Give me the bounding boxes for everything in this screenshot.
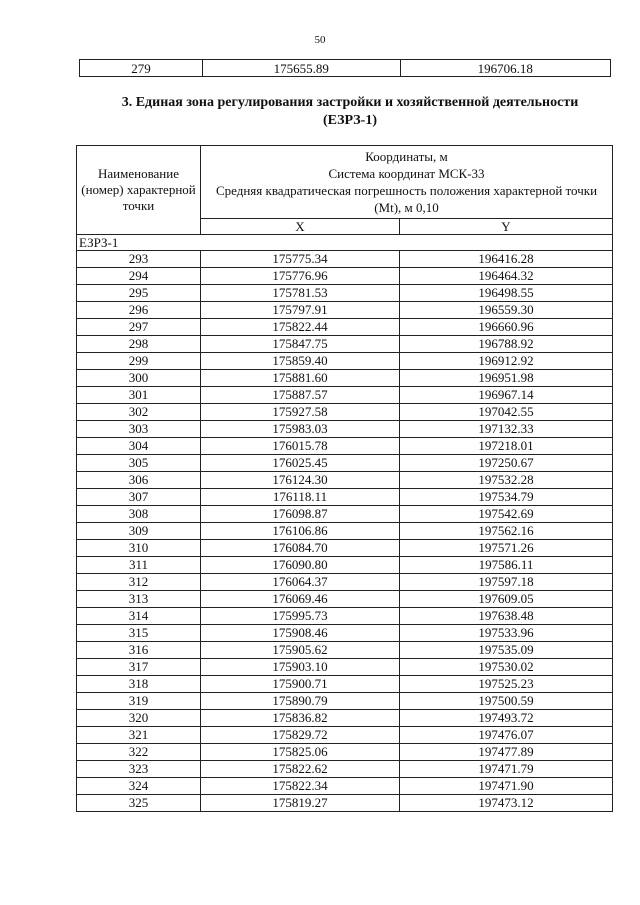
x-cell: 175776.96 bbox=[201, 268, 400, 285]
x-cell: 175822.44 bbox=[201, 319, 400, 336]
point-name-cell: 322 bbox=[77, 744, 201, 761]
y-cell: 196912.92 bbox=[400, 353, 613, 370]
table-row bbox=[77, 557, 613, 574]
x-cell: 175927.58 bbox=[201, 404, 400, 421]
point-name-cell: 298 bbox=[77, 336, 201, 353]
y-cell: 196498.55 bbox=[400, 285, 613, 302]
table-row bbox=[77, 302, 613, 319]
x-cell: 175908.46 bbox=[201, 625, 400, 642]
table-row bbox=[77, 659, 613, 676]
x-cell: 176084.70 bbox=[201, 540, 400, 557]
x-cell: 176106.86 bbox=[201, 523, 400, 540]
table-row bbox=[77, 523, 613, 540]
y-cell: 197493.72 bbox=[400, 710, 613, 727]
point-name-cell: 299 bbox=[77, 353, 201, 370]
table-row bbox=[77, 625, 613, 642]
header-y: Y bbox=[400, 219, 613, 235]
y-cell: 196464.32 bbox=[400, 268, 613, 285]
y-cell: 197586.11 bbox=[400, 557, 613, 574]
y-cell: 196951.98 bbox=[400, 370, 613, 387]
y-cell: 197534.79 bbox=[400, 489, 613, 506]
y-cell: 197476.07 bbox=[400, 727, 613, 744]
x-cell: 176090.80 bbox=[201, 557, 400, 574]
x-cell: 175781.53 bbox=[201, 285, 400, 302]
table-row bbox=[77, 608, 613, 625]
point-name-cell: 302 bbox=[77, 404, 201, 421]
page-number: 50 bbox=[314, 34, 326, 46]
point-name-cell: 309 bbox=[77, 523, 201, 540]
section-title-line2: (ЕЗРЗ-1) bbox=[323, 113, 377, 128]
y-cell: 197562.16 bbox=[400, 523, 613, 540]
y-cell: 197471.79 bbox=[400, 761, 613, 778]
point-name-cell: 316 bbox=[77, 642, 201, 659]
table-row bbox=[80, 60, 611, 77]
x-cell: 176025.45 bbox=[201, 455, 400, 472]
table-row bbox=[77, 336, 613, 353]
x-cell: 176124.30 bbox=[201, 472, 400, 489]
table-row bbox=[77, 319, 613, 336]
y-cell: 197542.69 bbox=[400, 506, 613, 523]
x-cell: 175881.60 bbox=[201, 370, 400, 387]
point-name-cell: 314 bbox=[77, 608, 201, 625]
table-row bbox=[77, 438, 613, 455]
point-name-cell: 324 bbox=[77, 778, 201, 795]
y-cell: 196559.30 bbox=[400, 302, 613, 319]
point-name-cell: 319 bbox=[77, 693, 201, 710]
table-row bbox=[77, 778, 613, 795]
y-cell: 197525.23 bbox=[400, 676, 613, 693]
y-cell: 197597.18 bbox=[400, 574, 613, 591]
point-name-cell: 300 bbox=[77, 370, 201, 387]
y-cell: 197132.33 bbox=[400, 421, 613, 438]
y-cell: 197471.90 bbox=[400, 778, 613, 795]
x-cell: 175847.75 bbox=[201, 336, 400, 353]
table-row bbox=[77, 574, 613, 591]
y-cell: 197250.67 bbox=[400, 455, 613, 472]
y-cell: 197638.48 bbox=[400, 608, 613, 625]
x-cell: 175903.10 bbox=[201, 659, 400, 676]
y-cell: 196660.96 bbox=[400, 319, 613, 336]
x-cell: 175655.89 bbox=[202, 60, 400, 77]
header-coords-accuracy: Средняя квадратическая погрешность положения характерной точки (Mt), м 0,10 bbox=[215, 183, 598, 215]
table-row bbox=[77, 387, 613, 404]
y-cell: 197609.05 bbox=[400, 591, 613, 608]
y-cell: 197530.02 bbox=[400, 659, 613, 676]
x-cell: 176069.46 bbox=[201, 591, 400, 608]
x-cell: 176118.11 bbox=[201, 489, 400, 506]
table-row bbox=[77, 744, 613, 761]
table-row bbox=[77, 591, 613, 608]
group-row bbox=[77, 235, 613, 251]
x-cell: 175859.40 bbox=[201, 353, 400, 370]
point-name-cell: 295 bbox=[77, 285, 201, 302]
point-name-cell: 321 bbox=[77, 727, 201, 744]
table-row bbox=[77, 506, 613, 523]
y-cell: 197571.26 bbox=[400, 540, 613, 557]
y-cell: 196788.92 bbox=[400, 336, 613, 353]
y-cell: 197042.55 bbox=[400, 404, 613, 421]
x-cell: 176098.87 bbox=[201, 506, 400, 523]
y-cell: 197477.89 bbox=[400, 744, 613, 761]
y-cell: 197500.59 bbox=[400, 693, 613, 710]
header-point-name: Наименование (номер) характерной точки bbox=[77, 146, 201, 235]
point-name-cell: 296 bbox=[77, 302, 201, 319]
point-name-cell: 297 bbox=[77, 319, 201, 336]
y-cell: 196967.14 bbox=[400, 387, 613, 404]
coordinates-table bbox=[76, 145, 613, 812]
point-name-cell: 325 bbox=[77, 795, 201, 812]
table-row bbox=[77, 472, 613, 489]
header-x: X bbox=[201, 219, 400, 235]
point-name-cell: 318 bbox=[77, 676, 201, 693]
table-header-row bbox=[77, 146, 613, 219]
x-cell: 175822.62 bbox=[201, 761, 400, 778]
table-row bbox=[77, 540, 613, 557]
x-cell: 175829.72 bbox=[201, 727, 400, 744]
x-cell: 175825.06 bbox=[201, 744, 400, 761]
header-coords-title: Координаты, м bbox=[365, 149, 448, 164]
point-name-cell: 320 bbox=[77, 710, 201, 727]
point-name-cell: 294 bbox=[77, 268, 201, 285]
x-cell: 175995.73 bbox=[201, 608, 400, 625]
x-cell: 176015.78 bbox=[201, 438, 400, 455]
table-row bbox=[77, 676, 613, 693]
y-cell: 197473.12 bbox=[400, 795, 613, 812]
point-name-cell: 313 bbox=[77, 591, 201, 608]
y-cell: 197532.28 bbox=[400, 472, 613, 489]
table-row bbox=[77, 727, 613, 744]
table-row bbox=[77, 353, 613, 370]
point-name-cell: 304 bbox=[77, 438, 201, 455]
point-name-cell: 301 bbox=[77, 387, 201, 404]
table-row bbox=[77, 421, 613, 438]
table-row bbox=[77, 268, 613, 285]
y-cell: 197533.96 bbox=[400, 625, 613, 642]
x-cell: 176064.37 bbox=[201, 574, 400, 591]
table-row bbox=[77, 795, 613, 812]
x-cell: 175797.91 bbox=[201, 302, 400, 319]
table-row bbox=[77, 489, 613, 506]
header-coords-system: Система координат МСК-33 bbox=[328, 166, 485, 181]
table-row bbox=[77, 693, 613, 710]
table-row bbox=[77, 404, 613, 421]
x-cell: 175819.27 bbox=[201, 795, 400, 812]
x-cell: 175822.34 bbox=[201, 778, 400, 795]
section-heading bbox=[60, 94, 640, 130]
table-row bbox=[77, 761, 613, 778]
continuation-table bbox=[79, 59, 611, 77]
point-name-cell: 311 bbox=[77, 557, 201, 574]
point-name-cell: 305 bbox=[77, 455, 201, 472]
table-row bbox=[77, 642, 613, 659]
x-cell: 175775.34 bbox=[201, 251, 400, 268]
table-row bbox=[77, 251, 613, 268]
section-title-line1: 3. Единая зона регулирования застройки и хозяйственной деятельности bbox=[121, 95, 579, 110]
point-name-cell: 308 bbox=[77, 506, 201, 523]
y-cell: 196416.28 bbox=[400, 251, 613, 268]
group-label: ЕЗРЗ-1 bbox=[77, 235, 613, 251]
point-name-cell: 293 bbox=[77, 251, 201, 268]
point-name-cell: 312 bbox=[77, 574, 201, 591]
x-cell: 175890.79 bbox=[201, 693, 400, 710]
table-row bbox=[77, 285, 613, 302]
x-cell: 175900.71 bbox=[201, 676, 400, 693]
table-row bbox=[77, 455, 613, 472]
header-coordinates bbox=[201, 146, 613, 219]
point-name-cell: 323 bbox=[77, 761, 201, 778]
table-row bbox=[77, 370, 613, 387]
y-cell: 197218.01 bbox=[400, 438, 613, 455]
point-name-cell: 317 bbox=[77, 659, 201, 676]
x-cell: 175983.03 bbox=[201, 421, 400, 438]
x-cell: 175887.57 bbox=[201, 387, 400, 404]
x-cell: 175905.62 bbox=[201, 642, 400, 659]
y-cell: 197535.09 bbox=[400, 642, 613, 659]
table-row bbox=[77, 710, 613, 727]
point-name-cell: 306 bbox=[77, 472, 201, 489]
point-name-cell: 310 bbox=[77, 540, 201, 557]
y-cell: 196706.18 bbox=[400, 60, 610, 77]
x-cell: 175836.82 bbox=[201, 710, 400, 727]
point-name-cell: 307 bbox=[77, 489, 201, 506]
point-name-cell: 303 bbox=[77, 421, 201, 438]
point-name-cell: 315 bbox=[77, 625, 201, 642]
point-name-cell: 279 bbox=[80, 60, 203, 77]
